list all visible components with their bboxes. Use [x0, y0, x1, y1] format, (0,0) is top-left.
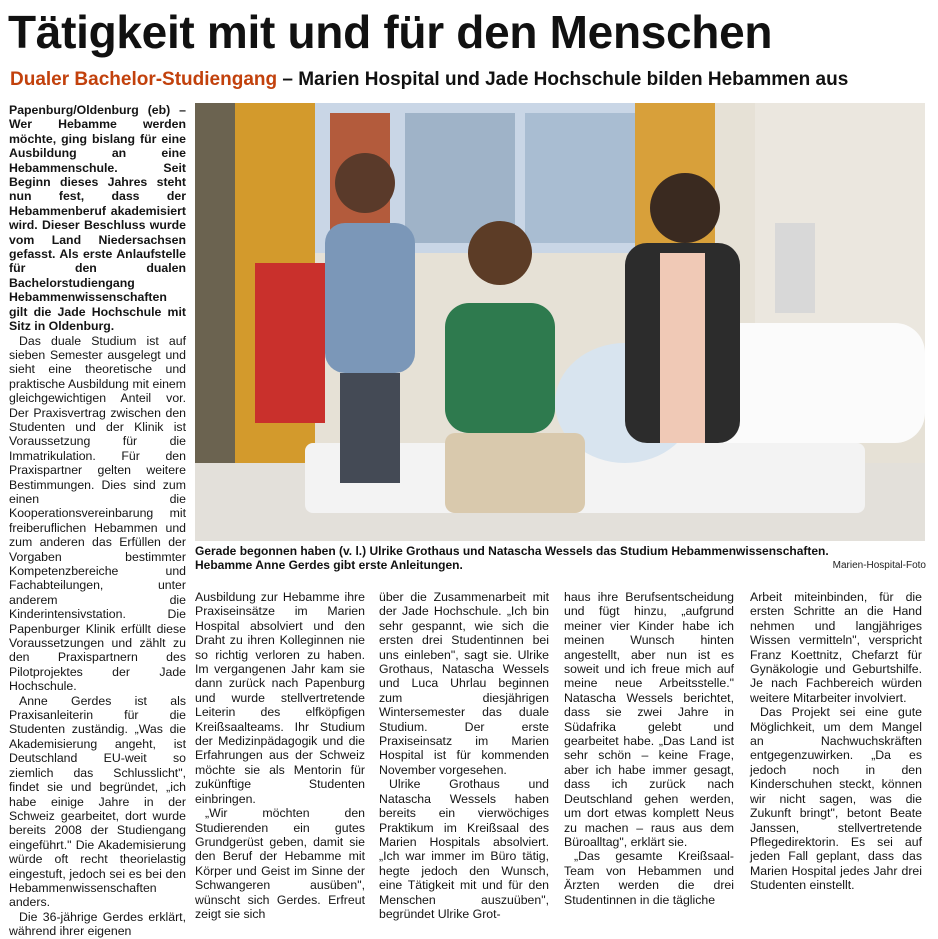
article-paragraph: Das duale Studium ist auf sieben Semester ausgelegt und sieht eine theoretische und praktische Ausbildung mit einem gleichgewichtigen Anteil vor. Der Praxisvertrag zwischen den Studenten und der Klinik ist Voraussetzung für die Immatrikulation. Für den Praxispartner gelten weitere Bestimmungen. Dies sind zum einen die Kooperationsvereinbarung mit freiberuflichen Hebammen und zum anderen das Erfüllen der Vorgaben bestimmter Kompetenzbereiche und Fachabteilungen, unter anderem die Kinderintensivstation. Die Papenburger Klinik erfüllt diese Voraussetzungen und zählt zu den Praxispartnern des Pilotprojektes der Jade Hochschule. — [9, 333, 186, 694]
article-column-3 — [379, 590, 549, 921]
article-paragraph: Arbeit miteinbinden, für die ersten Schritte an die Hand nehmen und langjähriges Wissen vermitteln", verspricht Franz Koettnitz, Chefarzt für Gynäkologie und Geburtshilfe. Je nach Fachbereich würden weitere Mitarbeiter involviert. — [750, 590, 922, 705]
article-paragraph: Das Projekt sei eine gute Möglichkeit, um dem Mangel an Nachwuchskräften entgegenzuwirken. „Da es jedoch noch in den Kinderschuhen steckt, können wir nicht sagen, was die Zukunft bringt", betont Beate Janssen, stellvertretende Pflegedirektorin. Es sei auf jeden Fall geplant, dass das Marien Hospital jedes Jahr drei Studenten einstellt. — [750, 705, 922, 893]
article-paragraph: über die Zusammenarbeit mit der Jade Hochschule. „Ich bin sehr gespannt, wie sich die ersten drei Studentinnen bei uns einleben", sagt sie. Ulrike Grothaus, Natascha Wessels und Luca Uhrlau beginnen zum diesjährigen Wintersemester das duale Studium. Der erste Praxiseinsatz im Marien Hospital ist für kommenden November vorgesehen. — [379, 590, 549, 777]
headline: Tätigkeit mit und für den Menschen — [8, 6, 773, 58]
article-column-1 — [9, 103, 186, 939]
subheadline-text: – Marien Hospital und Jade Hochschule bilden Hebammen aus — [277, 69, 849, 90]
article-lead: Papenburg/Oldenburg (eb) – Wer Hebamme werden möchte, ging bislang für eine Ausbildung an eine Hebammenschule. Seit Beginn dieses Jahres steht nun fest, dass der Hebammenberuf akademisiert wird. Dieser Beschluss wurde vom Land Niedersachsen gefasst. Als erste Anlaufstelle für den dualen Bachelorstudiengang Hebammenwissenschaften gilt die Jade Hochschule mit Sitz in Oldenburg. — [9, 103, 186, 334]
subheadline-kicker: Dualer Bachelor-Studiengang — [10, 69, 278, 90]
article-photo — [195, 103, 925, 541]
article-column-4 — [564, 590, 734, 907]
subheadline — [10, 68, 935, 92]
article-paragraph: „Wir möchten den Studierenden ein gutes Grundgerüst geben, damit sie den Beruf der Hebamme mit Körper und Geist im Sinne der Schwangeren ausüben", wünscht sich Gerdes. Erfreut zeigt sie sich — [195, 806, 365, 921]
article-paragraph: haus ihre Berufsentscheidung und fügt hinzu, „aufgrund meiner vier Kinder habe ich meinen Wunsch hinten angestellt, aber nun ist es soweit und ich freue mich auf meine neue Arbeitsstelle." Natascha Wessels berichtet, dass sie zwei Jahre in Südafrika gelebt und gearbeitet habe. „Das Land ist sehr schön – keine Frage, aber ich habe immer gesagt, dass ich zurück nach Deutschland gehen werden, um dort etwas komplett Neus zu machen – raus aus dem Büroalltag", erklärt sie. — [564, 590, 734, 849]
article-paragraph: Die 36-jährige Gerdes erklärt, während ihrer eigenen — [9, 909, 186, 939]
article-column-5 — [750, 590, 922, 903]
photo-credit: Marien-Hospital-Foto — [832, 560, 926, 571]
photo-caption: Gerade begonnen haben (v. l.) Ulrike Grothaus und Natascha Wessels das Studium Hebammenwissenschaften. Hebamme Anne Gerdes gibt erste Anleitungen. — [195, 544, 829, 572]
article-paragraph: „Das gesamte Kreißsaal-Team von Hebammen und Ärzten werden die drei Studentinnen in die tägliche — [564, 849, 734, 907]
article-paragraph: Anne Gerdes ist als Praxisanleiterin für die Studenten zuständig. „Was die Akademisierung angeht, ist Deutschland EU-weit so ziemlich das Schlusslicht", findet sie und begründet, „ich habe einige Jahre in der Schweiz gearbeitet, dort wurde bereits 2008 der Studiengang eingeführt." Die Akademisierung würde oft recht theorielastig eingestuft, jedoch sei es bei den Hebammenwissenschaften anders. — [9, 693, 186, 910]
article-paragraph: Ausbildung zur Hebamme ihre Praxiseinsätze im Marien Hospital absolviert und den Draht zu ihren Kolleginnen nie so richtig verloren zu haben. Im vergangenen Jahr kam sie dann zurück nach Papenburg und wurde stellvertretende Leiterin des elfköpfigen Kreißsaalteams. Ihr Studium der Medizinpädagogik und die Erfahrungen aus der Schweiz möchte sie als Mentorin für zukünftige Studenten einbringen. — [195, 590, 365, 806]
article-paragraph: Ulrike Grothaus und Natascha Wessels haben bereits ein vierwöchiges Praktikum im Kreißsaal des Marien Hospitals absolviert. „Ich war immer im Büro tätig, hegte jedoch den Wunsch, eine Tätigkeit mit und für den Menschen auszuüben", begründet Ulrike Grot- — [379, 777, 549, 921]
article-column-2 — [195, 590, 365, 921]
